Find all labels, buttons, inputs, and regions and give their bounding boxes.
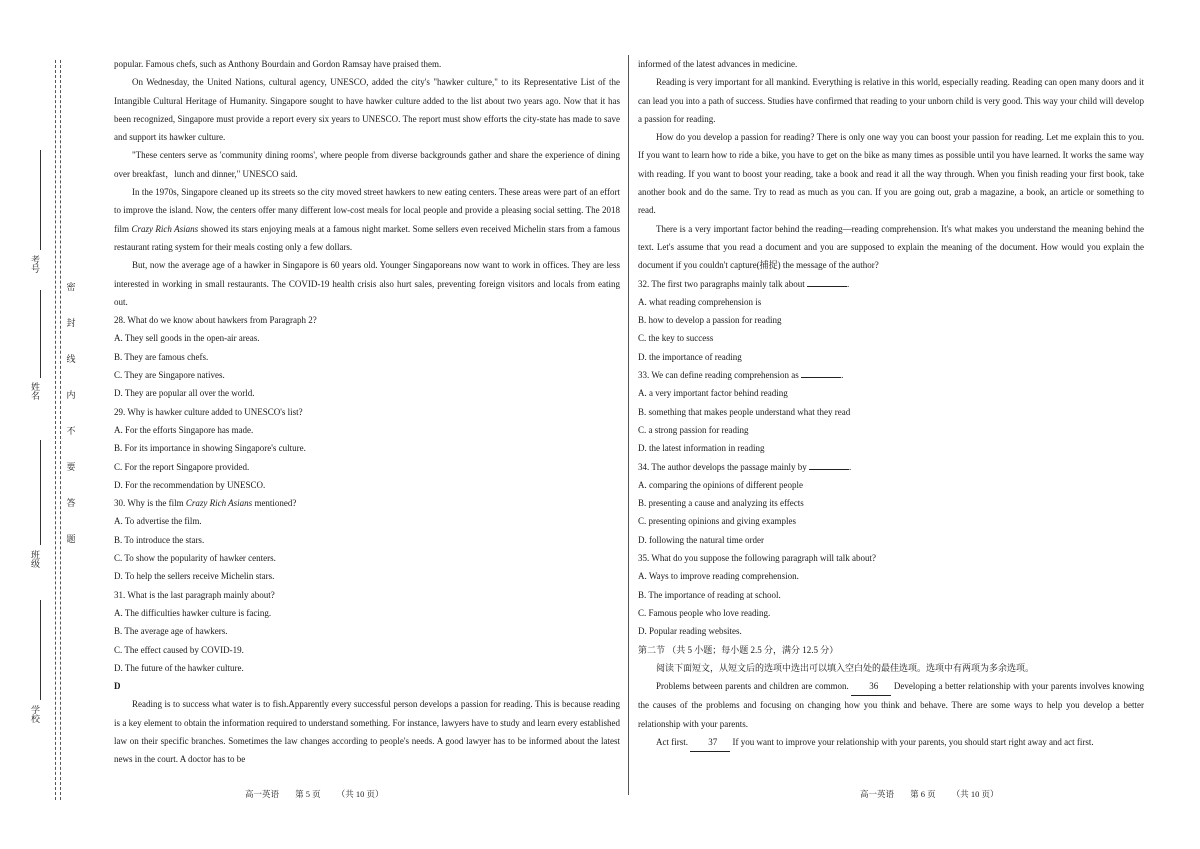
option: A. comparing the opinions of different people <box>638 479 804 490</box>
passage-paragraph: But, now the average age of a hawker in Singapore is 60 years old. Younger Singaporeans now want to work in offices. They are less interested in working in small restaurants. The COVID-19 health crisis also hurt sales, preventing foreign visitors and locals from eating out. <box>114 260 620 307</box>
option: B. They are famous chefs. <box>114 351 209 362</box>
exam-number-field: 考号 <box>30 255 40 273</box>
option: A. Ways to improve reading comprehension. <box>638 571 799 582</box>
question-32: 32. The first two paragraphs mainly talk about . <box>638 278 850 289</box>
option: C. For the report Singapore provided. <box>114 461 250 472</box>
option: D. They are popular all over the world. <box>114 388 255 399</box>
option: D. To help the sellers receive Michelin stars. <box>114 571 275 582</box>
column-divider <box>628 55 629 795</box>
answer-blank: 36 <box>851 677 891 696</box>
passage-paragraph: Reading is very important for all mankind. Everything is relative in this world, especially reading. Reading can open many doors and it can lead you into a path of success. Studies have confirmed that reading to your unborn child is very good. This way your child will develop a passion for reading. <box>638 77 1144 124</box>
question-29: 29. Why is hawker culture added to UNESCO's list? <box>114 406 303 417</box>
right-column <box>638 55 1144 752</box>
option: B. For its importance in showing Singapore's culture. <box>114 443 306 454</box>
option: A. To advertise the film. <box>114 516 202 527</box>
school-line <box>40 600 41 700</box>
page-footer-right <box>860 788 1013 800</box>
question-31: 31. What is the last paragraph mainly about? <box>114 589 275 600</box>
page-footer-left <box>245 788 398 800</box>
option: C. They are Singapore natives. <box>114 370 225 381</box>
passage-paragraph: "These centers serve as 'community dining rooms', where people from diverse backgrounds gather and share the experience of dining over breakfast，lunch and dinner," UNESCO said. <box>114 150 620 179</box>
question-35: 35. What do you suppose the following paragraph will talk about? <box>638 553 877 564</box>
exam-number-line <box>40 150 41 250</box>
option: B. The importance of reading at school. <box>638 589 781 600</box>
option: A. what reading comprehension is <box>638 296 762 307</box>
option: D. For the recommendation by UNESCO. <box>114 479 266 490</box>
option: C. the key to success <box>638 333 714 344</box>
answer-blank: 37 <box>690 733 730 752</box>
section-d-heading: D <box>114 681 121 692</box>
option: B. The average age of hawkers. <box>114 626 228 637</box>
option: C. presenting opinions and giving examples <box>638 516 796 527</box>
option: A. a very important factor behind reading <box>638 388 788 399</box>
footer-subject: 高一英语 <box>245 789 280 799</box>
passage-paragraph: informed of the latest advances in medicine. <box>638 59 798 69</box>
option: D. The future of the hawker culture. <box>114 662 244 673</box>
seal-line <box>55 60 56 800</box>
passage-paragraph: popular. Famous chefs, such as Anthony Bourdain and Gordon Ramsay have praised them. <box>114 59 442 69</box>
section-instructions: 阅读下面短文，从短文后的选项中选出可以填入空白处的最佳选项。选项中有两项为多余选项。 <box>656 662 1035 673</box>
footer-page: 第 6 页 <box>910 789 936 799</box>
footer-page: 第 5 页 <box>295 789 321 799</box>
option: C. The effect caused by COVID-19. <box>114 644 244 655</box>
footer-subject: 高一英语 <box>860 789 895 799</box>
option: D. the importance of reading <box>638 351 742 362</box>
option: B. To introduce the stars. <box>114 534 205 545</box>
name-field: 姓名 <box>30 382 40 400</box>
option: B. presenting a cause and analyzing its effects <box>638 498 804 509</box>
passage-paragraph: Reading is to success what water is to fish.Apparently every successful person develops a passion for reading. This is because reading is a key element to obtain the information required to understand something. For instance, lawyers have to study and learn every established law on their specific branches. Sometimes the law changes according to people's needs. A good lawyer has to be informed about the latest news in the court. A doctor has to be <box>114 699 620 765</box>
passage-paragraph: There is a very important factor behind the reading—reading comprehension. It's what makes you understand the meaning behind the text. Let's assume that you read a document and you are supposed to explain the meaning of the document. How would you explain the document if you couldn't capture(捕捉) the message of the author? <box>638 223 1144 271</box>
question-33: 33. We can define reading comprehension as . <box>638 370 844 381</box>
footer-total: （共 10 页） <box>336 789 384 799</box>
answer-blank <box>809 469 849 470</box>
school-field: 学校 <box>30 705 40 723</box>
option: C. To show the popularity of hawker centers. <box>114 553 276 564</box>
option: B. how to develop a passion for reading <box>638 315 782 326</box>
option: A. For the efforts Singapore has made. <box>114 424 254 435</box>
seal-warning: 密 封 线 内 不 要 答 题 <box>66 282 76 544</box>
option: D. Popular reading websites. <box>638 626 742 637</box>
question-34: 34. The author develops the passage mainly by . <box>638 461 852 472</box>
option: C. a strong passion for reading <box>638 424 749 435</box>
option: C. Famous people who love reading. <box>638 607 771 618</box>
passage-paragraph: On Wednesday, the United Nations, cultural agency, UNESCO, added the city's "hawker culture," to its Representative List of the Intangible Cultural Heritage of Humanity. Singapore sought to have hawker culture added to the list about two years ago. Now that it has been recognized, Singapore must provide a report every six years to UNESCO. The report must show efforts the city-state has made to save and support its hawker culture. <box>114 77 620 143</box>
name-line <box>40 290 41 378</box>
seal-line-inner <box>60 60 61 800</box>
passage-paragraph: How do you develop a passion for reading? There is only one way you can boost your passion for reading. Let me explain this to you. If you want to learn how to ride a bike, you have to get on the bike as many times as possible until you have learned. It works the same way with reading. If you want to boost your reading, take a book and read it all the way through. When you finish reading your first book, take another book and do the same. Try to read as much as you can. If you are going out, grab a magazine, a book, an article or something to read. <box>638 132 1144 216</box>
option: A. They sell goods in the open-air areas. <box>114 333 260 344</box>
class-field: 班级 <box>30 550 40 568</box>
option: D. the latest information in reading <box>638 443 765 454</box>
footer-total: （共 10 页） <box>951 789 999 799</box>
binding-margin <box>0 0 110 849</box>
option: B. something that makes people understand what they read <box>638 406 851 417</box>
option: A. The difficulties hawker culture is facing. <box>114 607 272 618</box>
section-2-heading: 第二节 （共 5 小题；每小题 2.5 分，满分 12.5 分） <box>638 644 839 655</box>
left-column <box>114 55 620 769</box>
passage-paragraph: Act first. 37 If you want to improve your relationship with your parents, you should start right away and act first. <box>638 733 1144 752</box>
passage-paragraph: In the 1970s, Singapore cleaned up its streets so the city moved street hawkers to new eating centers. These areas were part of an effort to improve the island. Now, the centers offer many different low-cost meals for local people and provide a pleasing social setting. The 2018 film Crazy Rich Asians showed its stars enjoying meals at a famous night market. Some sellers even received Michelin stars from a famous restaurant rating system for their meals costing only a few dollars. <box>114 187 620 252</box>
class-line <box>40 440 41 545</box>
passage-paragraph: Problems between parents and children are common. 36 Developing a better relationship with your parents involves knowing the causes of the problems and focusing on changing how you think and behave. There are some ways to help you develop a better relationship with your parents. <box>638 677 1144 733</box>
answer-blank <box>807 286 847 287</box>
question-30: 30. Why is the film Crazy Rich Asians mentioned? <box>114 498 297 509</box>
answer-blank <box>801 377 841 378</box>
question-28: 28. What do we know about hawkers from Paragraph 2? <box>114 315 317 326</box>
option: D. following the natural time order <box>638 534 764 545</box>
